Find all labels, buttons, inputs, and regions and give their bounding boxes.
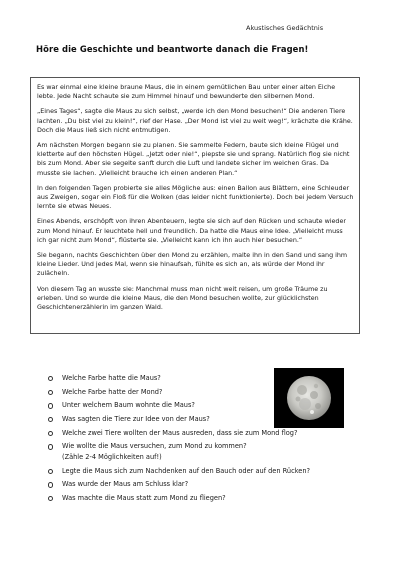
story-paragraph: Am nächsten Morgen begann sie zu planen. Sie sammelte Federn, baute sich kleine Flügel und kletterte auf den höchsten Hügel. „Jetzt oder nie!“, piepste sie und sprang. Natürlich flog sie nicht bis zum Mond. Aber sie segelte sanft durch die Luft und landete sicher im weichen Gras. Da musste sie lachen. „Vielleicht brauche ich einen anderen Plan.“ — [37, 142, 350, 177]
story-paragraph: In den folgenden Tagen probierte sie alles Mögliche aus: einen Ballon aus Blättern, eine Schleuder aus Zweigen, sogar ein Floß für die Wolken (das leider nicht funktionierte). Doch bei jedem Versuch lernte sie etwas Neues. — [37, 184, 354, 211]
bullet-icon — [48, 390, 53, 395]
question-text: Was sagten die Tiere zur Idee von der Maus? — [62, 415, 210, 424]
page-title: Höre die Geschichte und beantworte danach die Fragen! — [36, 44, 309, 54]
question-item — [40, 479, 370, 490]
question-item — [40, 441, 370, 462]
story-paragraph: Es war einmal eine kleine braune Maus, die in einem gemütlichen Bau unter einer alten Eiche lebte. Jede Nacht schaute sie zum Himmel hinauf und bewunderte den silbernen Mond. — [37, 84, 336, 101]
bullet-icon — [48, 403, 53, 408]
question-text: Welche zwei Tiere wollten der Maus ausreden, dass sie zum Mond flog? — [62, 428, 298, 437]
story-paragraph: Eines Abends, erschöpft von ihren Abenteuern, legte sie sich auf den Rücken und schaute wieder zum Mond hinauf. Er leuchtete hell und freundlich. Da hatte die Maus eine Idee. „Vielleicht muss ich gar nicht zum Mond“, flüsterte sie. „Vielleicht kann ich ihn auch hier besuchen.“ — [37, 218, 346, 244]
bullet-icon — [48, 376, 53, 381]
question-item — [40, 428, 370, 439]
header-label: Akustisches Gedächtnis — [246, 24, 324, 32]
question-text: Wie wollte die Maus versuchen, zum Mond zu kommen? (Zähle 2-4 Möglichkeiten auf!) — [62, 442, 247, 461]
question-text: Was machte die Maus statt zum Mond zu fliegen? — [62, 494, 226, 502]
bullet-icon — [48, 496, 53, 501]
moon-icon — [274, 368, 344, 428]
story-paragraph: „Eines Tages“, sagte die Maus zu sich selbst, „werde ich den Mond besuchen!“ Die anderen Tiere lachten. „Du bist viel zu klein!“, rief der Hase. „Der Mond ist viel zu weit weg!“, krächzte die Krähe. Doch die Maus ließ sich nicht entmutigen. — [37, 108, 353, 134]
story-paragraph: Von diesem Tag an wusste sie: Manchmal muss man nicht weit reisen, um große Träume zu erleben. Und so wurde die kleine Maus, die den Mond besuchen wollte, zur glücklichsten Geschichtenerzählerin im ganzen Wald. — [37, 285, 328, 312]
question-text: Legte die Maus sich zum Nachdenken auf den Bauch oder auf den Rücken? — [62, 466, 311, 475]
question-text: Welche Farbe hatte der Mond? — [62, 387, 163, 396]
story-paragraph: Sie begann, nachts Geschichten über den Mond zu erzählen, malte ihn in den Sand und sang ihm kleine Lieder. Und jedes Mal, wenn sie hinaufsah, fühlte es sich an, als würde der Mond ihr zulächeln. — [37, 252, 348, 278]
bullet-icon — [48, 469, 53, 474]
moon-photo — [274, 368, 344, 428]
story-box — [30, 77, 360, 334]
question-text: Was wurde der Maus am Schluss klar? — [62, 480, 189, 489]
bullet-icon — [48, 444, 53, 449]
question-item — [40, 493, 370, 504]
question-item — [40, 466, 370, 477]
question-text: Unter welchem Baum wohnte die Maus? — [62, 401, 195, 410]
question-text: Welche Farbe hatte die Maus? — [62, 374, 161, 382]
bullet-icon — [48, 431, 53, 436]
bullet-icon — [48, 417, 53, 422]
bullet-icon — [48, 482, 53, 487]
